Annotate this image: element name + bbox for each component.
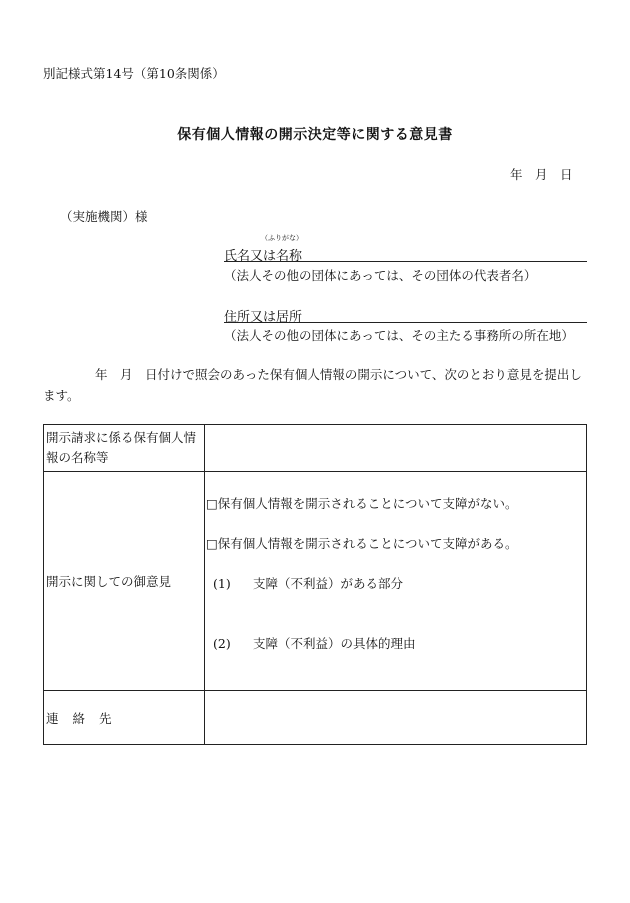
sub-item-text: 支障（不利益）の具体的理由 bbox=[253, 636, 416, 651]
name-note: （法人その他の団体にあっては、その団体の代表者名） bbox=[224, 268, 537, 283]
info-name-label: 開示請求に係る保有個人情報の名称等 bbox=[44, 425, 205, 472]
body-text: 年 月 日付けで照会のあった保有個人情報の開示について、次のとおり意見を提出します。 bbox=[43, 367, 582, 403]
name-underline bbox=[224, 261, 587, 262]
form-number: 別記様式第14号（第10条関係） bbox=[43, 66, 225, 81]
info-name-value bbox=[205, 425, 587, 472]
address-note: （法人その他の団体にあっては、その主たる事務所の所在地） bbox=[224, 328, 574, 343]
option-no-hindrance: □保有個人情報を開示されることについて支障がない。 bbox=[206, 496, 518, 511]
document-title: 保有個人情報の開示決定等に関する意見書 bbox=[177, 127, 453, 143]
sub-item-1 bbox=[213, 574, 403, 592]
option-hindrance: □保有個人情報を開示されることについて支障がある。 bbox=[206, 536, 518, 551]
contact-value bbox=[205, 691, 587, 745]
sub-item-2 bbox=[213, 634, 416, 652]
address-label: 住所又は居所 bbox=[224, 310, 303, 325]
opinion-table bbox=[43, 424, 587, 745]
name-label: 氏名又は名称 bbox=[224, 249, 303, 264]
table-row bbox=[44, 472, 587, 691]
table-row bbox=[44, 691, 587, 745]
date-line: 年 月 日 bbox=[510, 167, 573, 182]
address-underline bbox=[224, 322, 587, 323]
sub-item-number: (2) bbox=[213, 636, 231, 651]
furigana-label: （ふりがな） bbox=[261, 234, 303, 242]
opinion-cell bbox=[205, 472, 587, 691]
opinion-label: 開示に関しての御意見 bbox=[44, 472, 205, 691]
sub-item-text: 支障（不利益）がある部分 bbox=[253, 576, 404, 591]
sub-item-number: (1) bbox=[213, 576, 231, 591]
addressee: （実施機関）様 bbox=[60, 209, 148, 224]
contact-label: 連絡先 bbox=[44, 691, 205, 745]
table-row bbox=[44, 425, 587, 472]
